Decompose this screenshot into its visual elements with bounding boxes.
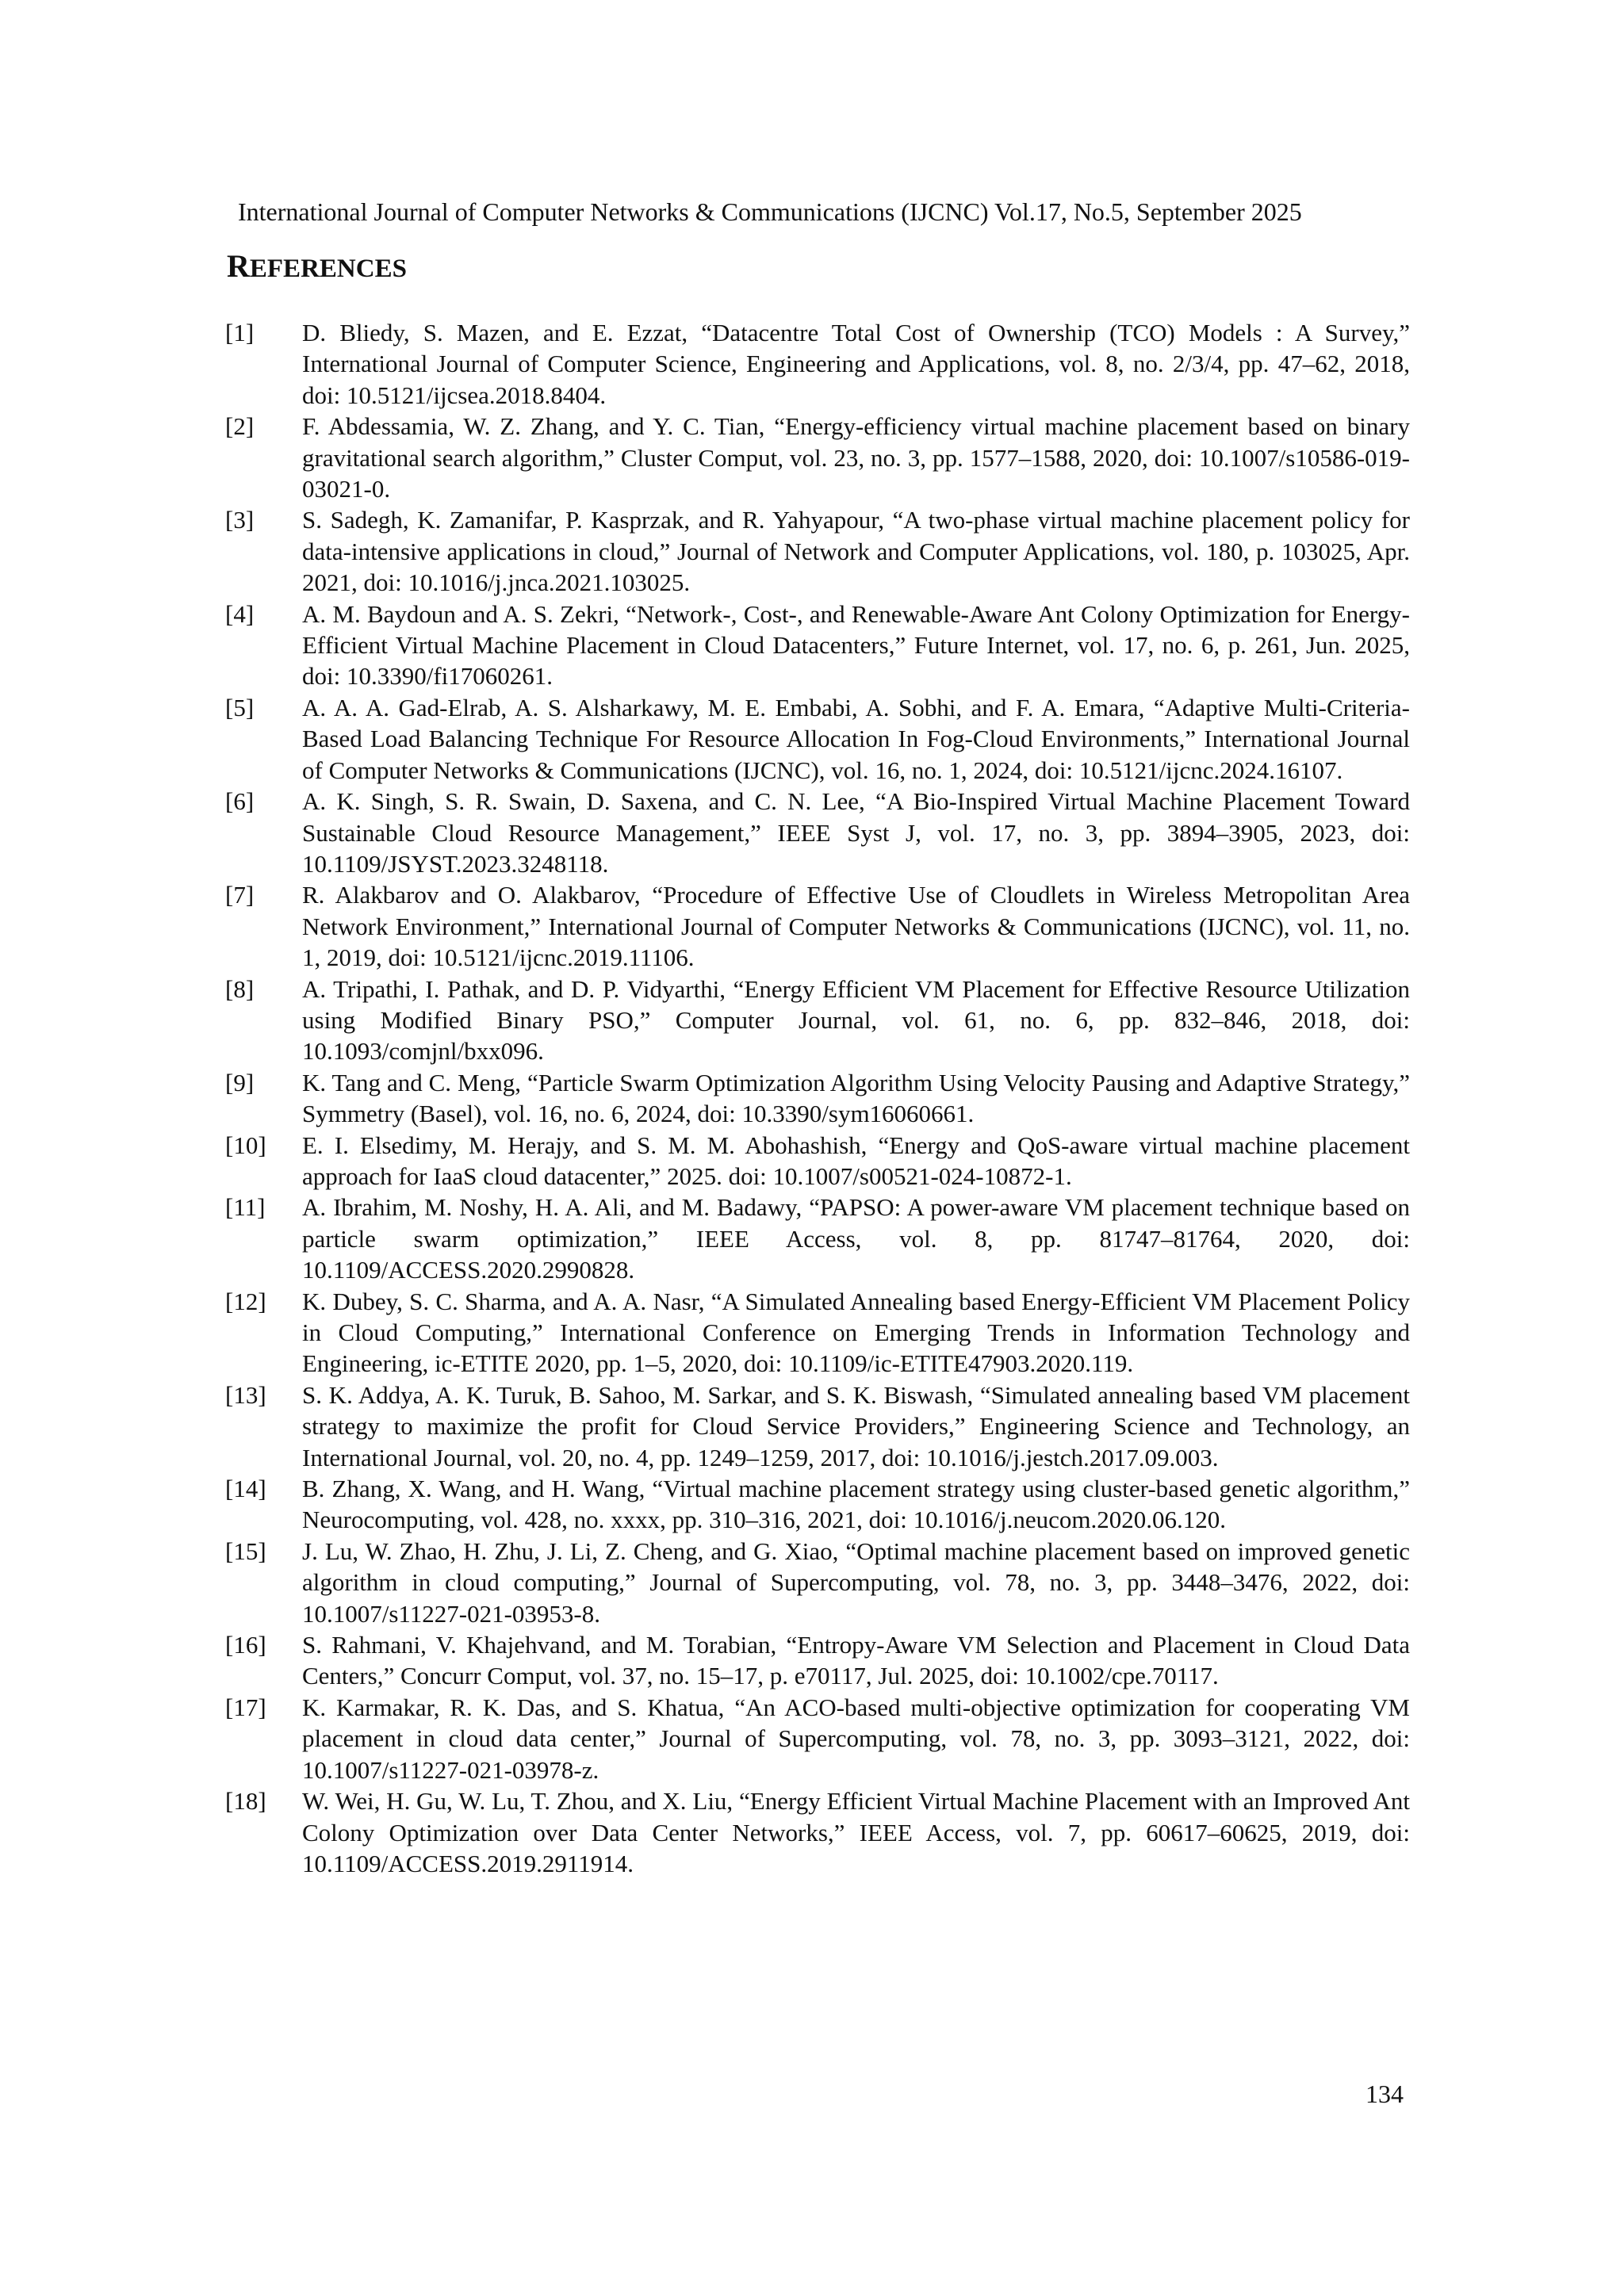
reference-item (225, 974, 1410, 1067)
reference-text: A. K. Singh, S. R. Swain, D. Saxena, and C. N. Lee, “A Bio-Inspired Virtual Machine Placement Toward Sustainable Cloud Resource Management,” IEEE Syst J, vol. 17, no. 3, pp. 3894–3905, 2023, doi: 10.1109/JSYST.2023.3248118. (302, 787, 1410, 878)
reference-list (225, 317, 1410, 1879)
reference-item (225, 1629, 1410, 1692)
reference-text: B. Zhang, X. Wang, and H. Wang, “Virtual machine placement strategy using cluster-based genetic algorithm,” Neurocomputing, vol. 428, no. xxxx, pp. 310–316, 2021, doi: 10.1016/j.neucom.2020.06.120. (302, 1475, 1410, 1534)
reference-number: [4] (225, 599, 255, 628)
reference-item (225, 1692, 1410, 1785)
reference-item (225, 879, 1410, 973)
references-heading (227, 248, 407, 285)
reference-text: K. Tang and C. Meng, “Particle Swarm Optimization Algorithm Using Velocity Pausing and Adaptive Strategy,” Symmetry (Basel), vol. 16, no. 6, 2024, doi: 10.3390/sym16060661. (302, 1068, 1410, 1128)
reference-text: F. Abdessamia, W. Z. Zhang, and Y. C. Tian, “Energy-efficiency virtual machine placement based on binary gravitational search algorithm,” Cluster Comput, vol. 23, no. 3, pp. 1577–1588, 2020, doi: 10.1007/s10586-019-03021-0. (302, 412, 1410, 503)
reference-item (225, 692, 1410, 786)
reference-item (225, 1785, 1410, 1879)
reference-text: A. M. Baydoun and A. S. Zekri, “Network-, Cost-, and Renewable-Aware Ant Colony Optimization for Energy-Efficient Virtual Machine Placement in Cloud Datacenters,” Future Internet, vol. 17, no. 6, p. 261, Jun. 2025, doi: 10.3390/fi17060261. (302, 599, 1410, 691)
reference-number: [7] (225, 881, 255, 909)
reference-text: A. Tripathi, I. Pathak, and D. P. Vidyarthi, “Energy Efficient VM Placement for Effective Resource Utilization using Modified Binary PSO,” Computer Journal, vol. 61, no. 6, pp. 832–846, 2018, doi: 10.1093/comjnl/bxx096. (302, 974, 1410, 1066)
reference-number: [13] (225, 1380, 266, 1409)
references-heading-initial: R (227, 248, 250, 284)
reference-number: [5] (225, 693, 255, 721)
reference-text: R. Alakbarov and O. Alakbarov, “Procedure of Effective Use of Cloudlets in Wireless Metropolitan Area Network Environment,” International Journal of Computer Networks & Communications (IJCNC), vol. 11, no. 1, 2019, doi: 10.5121/ijcnc.2019.11106. (302, 881, 1410, 972)
reference-item (225, 411, 1410, 504)
reference-text: A. A. A. Gad-Elrab, A. S. Alsharkawy, M. E. Embabi, A. Sobhi, and F. A. Emara, “Adaptive Multi-Criteria-Based Load Balancing Technique For Resource Allocation In Fog-Cloud Environments,” International Journal of Computer Networks & Communications (IJCNC), vol. 16, no. 1, 2024, doi: 10.5121/ijcnc.2024.16107. (302, 693, 1410, 784)
reference-text: J. Lu, W. Zhao, H. Zhu, J. Li, Z. Cheng, and G. Xiao, “Optimal machine placement based on improved genetic algorithm in cloud computing,” Journal of Supercomputing, vol. 78, no. 3, pp. 3448–3476, 2022, doi: 10.1007/s11227-021-03953-8. (302, 1536, 1410, 1628)
reference-number: [15] (225, 1536, 266, 1565)
reference-item (225, 1286, 1410, 1380)
page-number: 134 (1365, 2080, 1404, 2108)
reference-item (225, 599, 1410, 692)
reference-text: W. Wei, H. Gu, W. Lu, T. Zhou, and X. Liu, “Energy Efficient Virtual Machine Placement with an Improved Ant Colony Optimization over Data Center Networks,” IEEE Access, vol. 7, pp. 60617–60625, 2019, doi: 10.1109/ACCESS.2019.2911914. (302, 1787, 1410, 1877)
reference-number: [10] (225, 1131, 266, 1159)
reference-item (225, 1473, 1410, 1536)
reference-item (225, 317, 1410, 411)
reference-number: [17] (225, 1693, 266, 1721)
reference-item (225, 1536, 1410, 1629)
reference-number: [18] (225, 1787, 266, 1816)
reference-item (225, 786, 1410, 879)
reference-number: [3] (225, 506, 255, 534)
reference-number: [8] (225, 974, 255, 1003)
reference-item (225, 1192, 1410, 1285)
reference-text: K. Karmakar, R. K. Das, and S. Khatua, “An ACO-based multi-objective optimization for cooperating VM placement in cloud data center,” Journal of Supercomputing, vol. 78, no. 3, pp. 3093–3121, 2022, doi: 10.1007/s11227-021-03978-z. (302, 1693, 1410, 1784)
reference-text: S. Sadegh, K. Zamanifar, P. Kasprzak, and R. Yahyapour, “A two-phase virtual machine placement policy for data-intensive applications in cloud,” Journal of Network and Computer Applications, vol. 180, p. 103025, Apr. 2021, doi: 10.1016/j.jnca.2021.103025. (302, 506, 1410, 597)
reference-text: E. I. Elsedimy, M. Herajy, and S. M. M. Abohashish, “Energy and QoS-aware virtual machine placement approach for IaaS cloud datacenter,” 2025. doi: 10.1007/s00521-024-10872-1. (302, 1131, 1410, 1190)
reference-item (225, 504, 1410, 598)
reference-text: K. Dubey, S. C. Sharma, and A. A. Nasr, “A Simulated Annealing based Energy-Efficient VM Placement Policy in Cloud Computing,” International Conference on Emerging Trends in Information Technology and Engineering, ic-ETITE 2020, pp. 1–5, 2020, doi: 10.1109/ic-ETITE47903.2020.119. (302, 1287, 1410, 1378)
reference-number: [11] (225, 1193, 266, 1222)
reference-number: [12] (225, 1287, 266, 1315)
reference-number: [6] (225, 787, 255, 816)
reference-text: A. Ibrahim, M. Noshy, H. A. Ali, and M. Badawy, “PAPSO: A power-aware VM placement technique based on particle swarm optimization,” IEEE Access, vol. 8, pp. 81747–81764, 2020, doi: 10.1109/ACCESS.2020.2990828. (302, 1193, 1410, 1284)
running-header: International Journal of Computer Networks & Communications (IJCNC) Vol.17, No.5, September 2025 (238, 197, 1302, 226)
references-heading-rest: EFERENCES (249, 254, 407, 283)
reference-item (225, 1067, 1410, 1130)
reference-number: [14] (225, 1475, 266, 1503)
reference-item (225, 1130, 1410, 1192)
reference-text: S. K. Addya, A. K. Turuk, B. Sahoo, M. Sarkar, and S. K. Biswash, “Simulated annealing based VM placement strategy to maximize the profit for Cloud Service Providers,” Engineering Science and Technology, an International Journal, vol. 20, no. 4, pp. 1249–1259, 2017, doi: 10.1016/j.jestch.2017.09.003. (302, 1380, 1410, 1471)
reference-item (225, 1380, 1410, 1473)
reference-number: [1] (225, 319, 255, 346)
reference-number: [16] (225, 1631, 266, 1659)
reference-text: D. Bliedy, S. Mazen, and E. Ezzat, “Datacentre Total Cost of Ownership (TCO) Models : A Survey,” International Journal of Computer Science, Engineering and Applications, vol. 8, no. 2/3/4, pp. 47–62, 2018, doi: 10.5121/ijcsea.2018.8404. (302, 319, 1410, 409)
reference-number: [2] (225, 412, 255, 441)
reference-number: [9] (225, 1068, 255, 1096)
reference-text: S. Rahmani, V. Khajehvand, and M. Torabian, “Entropy-Aware VM Selection and Placement in Cloud Data Centers,” Concurr Comput, vol. 37, no. 15–17, p. e70117, Jul. 2025, doi: 10.1002/cpe.70117. (302, 1631, 1410, 1690)
